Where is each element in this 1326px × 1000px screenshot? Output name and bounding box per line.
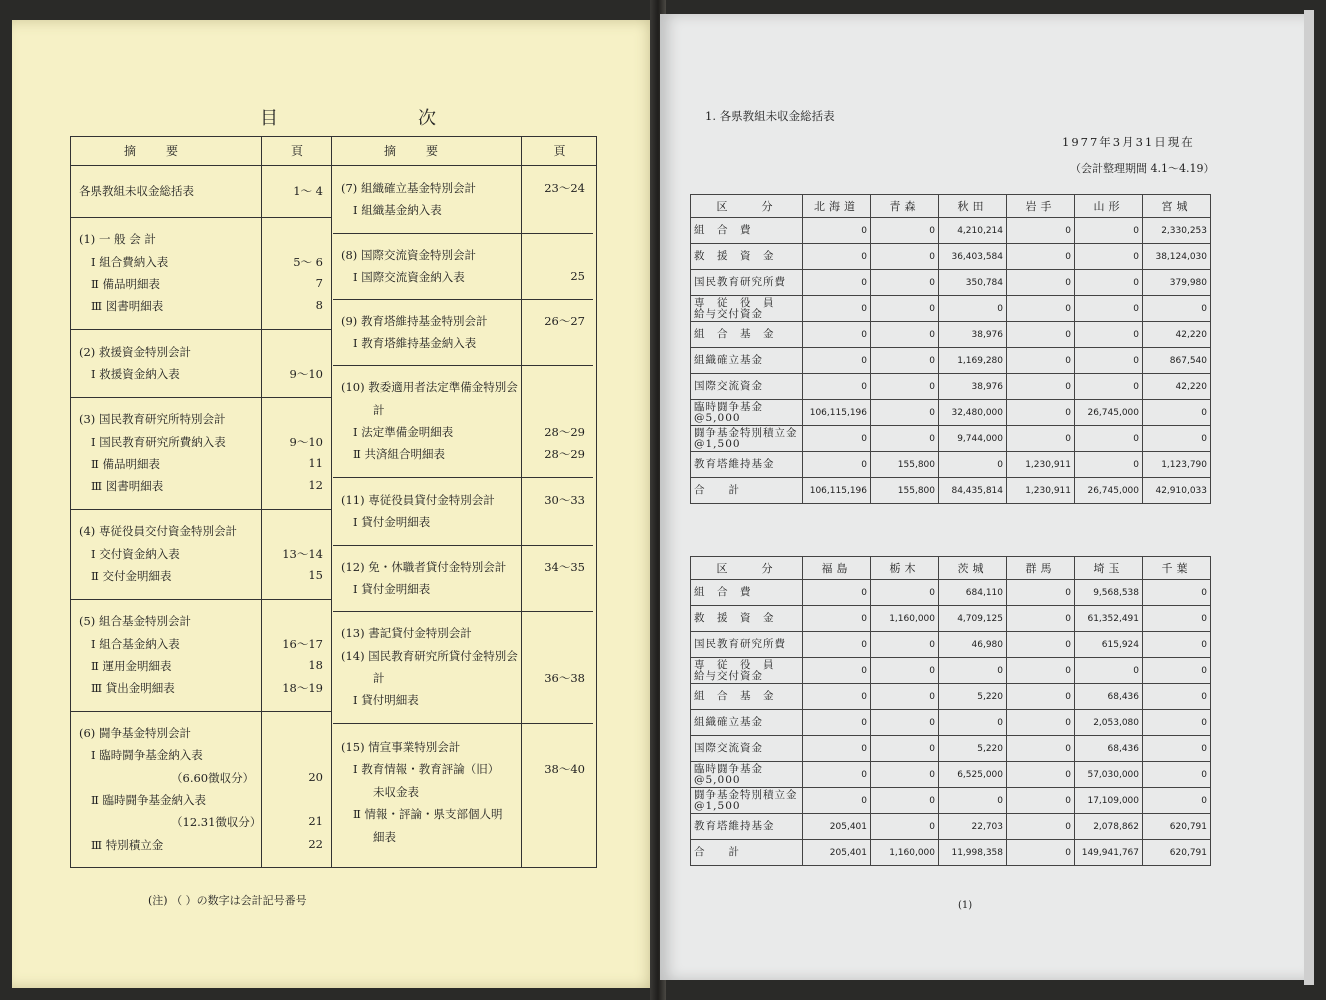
row-label: 臨時闘争基金 @5,000 [691,762,803,788]
amount-cell: 0 [803,218,871,244]
amount-cell: 22,703 [939,814,1007,840]
toc-page-number: 15 [308,568,323,583]
toc-entry: Ⅰ 教育塔維持基金納入表 [353,336,477,350]
table-row [691,296,1211,322]
amount-cell: 350,784 [939,270,1007,296]
prefecture-header: 秋田 [939,195,1007,218]
amount-cell: 36,403,584 [939,244,1007,270]
amount-cell: 0 [1007,374,1075,400]
amount-cell: 0 [803,374,871,400]
toc-page-number: 30～33 [544,492,585,507]
amount-cell: 0 [1075,270,1143,296]
toc-title: 目次 [260,108,576,129]
table-row [691,788,1211,814]
toc-entry: (13) 書記貸付金特別会計 [341,626,472,641]
toc-page-number: 23～24 [544,180,585,195]
toc-page-number: 34～35 [544,559,585,574]
toc-right-header-page: 頁 [521,137,597,165]
toc-entry: (2) 救援資金特別会計 [79,344,191,359]
toc-left-divider [261,165,262,867]
row-label: 組 合 費 [691,580,803,606]
row-label: 組 合 基 金 [691,322,803,348]
amount-cell: 0 [803,788,871,814]
amount-cell: 0 [1007,244,1075,270]
amount-cell: 0 [1143,710,1211,736]
amount-cell: 0 [1075,348,1143,374]
toc-page-number: 26～27 [544,313,585,328]
amount-cell: 0 [803,606,871,632]
toc-entry: Ⅰ 救援資金納入表 [91,367,180,381]
amount-cell: 38,976 [939,374,1007,400]
toc-entry: (14) 国民教育研究所貸付金特別会 [341,648,518,663]
toc-entry: Ⅰ 貸付金明細表 [353,515,431,529]
amount-cell: 155,800 [871,478,939,504]
amount-cell: 379,980 [1143,270,1211,296]
amount-cell: 0 [1143,632,1211,658]
amount-cell: 0 [871,270,939,296]
toc-page-number: 9～10 [289,434,323,449]
toc-page-number: 13～14 [282,546,323,561]
toc-section-divider [333,365,593,366]
amount-cell: 0 [871,400,939,426]
amount-cell: 0 [1007,762,1075,788]
table-row [691,426,1211,452]
amount-cell: 0 [1007,632,1075,658]
amount-cell: 0 [803,296,871,322]
amount-cell: 106,115,196 [803,478,871,504]
amount-cell: 2,078,862 [1075,814,1143,840]
amount-cell: 0 [1007,684,1075,710]
amount-cell: 0 [1007,840,1075,866]
prefecture-header: 栃木 [871,557,939,580]
amount-cell: 5,220 [939,736,1007,762]
toc-left-header-text: 摘要 [123,144,208,158]
amount-cell: 620,791 [1143,814,1211,840]
toc-entry: （6.60徴収分） [171,770,255,785]
amount-cell: 0 [871,348,939,374]
toc-page-number: 18～19 [282,681,323,696]
toc-page-number: 5～ 6 [293,254,323,269]
toc-page-number: 28～29 [544,447,585,462]
row-label: 国民教育研究所費 [691,632,803,658]
toc-entry: Ⅱ 運用金明細表 [91,659,172,673]
prefecture-header: 茨城 [939,557,1007,580]
toc-right-header [331,137,596,166]
amount-cell: 0 [1007,426,1075,452]
toc-section-divider [71,397,331,398]
prefecture-header: 北海道 [803,195,871,218]
toc-entry: (10) 教委適用者法定準備金特別会 [341,380,518,395]
row-label: 闘争基金特別積立金 @1,500 [691,788,803,814]
prefecture-header: 山形 [1075,195,1143,218]
amount-cell: 0 [1007,788,1075,814]
amount-cell: 0 [939,452,1007,478]
toc-section-divider [71,329,331,330]
table-row [691,840,1211,866]
amount-cell: 0 [803,736,871,762]
amount-cell: 17,109,000 [1075,788,1143,814]
toc-entry: (6) 闘争基金特別会計 [79,725,191,740]
amount-cell: 0 [939,788,1007,814]
amount-cell: 205,401 [803,840,871,866]
amount-cell: 615,924 [1075,632,1143,658]
row-label: 救 援 資 金 [691,244,803,270]
amount-cell: 0 [1075,296,1143,322]
amount-cell: 46,980 [939,632,1007,658]
toc-right-header-text: 摘要 [383,144,468,158]
amount-cell: 0 [803,710,871,736]
table-row [691,710,1211,736]
amount-cell: 0 [1143,296,1211,322]
toc-page-number: 20 [308,769,323,784]
amount-cell: 0 [1143,762,1211,788]
row-label: 合 計 [691,478,803,504]
toc-page-number: 28～29 [544,425,585,439]
amount-cell: 0 [1143,736,1211,762]
amount-cell: 0 [1007,218,1075,244]
report-date: 1977年3月31日現在 [1062,135,1195,149]
row-label: 専 従 役 員 給与交付資金 [691,296,803,322]
amount-cell: 867,540 [1143,348,1211,374]
amount-cell: 0 [1143,400,1211,426]
amount-cell: 0 [871,788,939,814]
amount-cell: 0 [1075,658,1143,684]
amount-cell: 684,110 [939,580,1007,606]
toc-table [70,136,597,868]
amount-cell: 6,525,000 [939,762,1007,788]
toc-section-divider [333,233,593,234]
row-label: 国民教育研究所費 [691,270,803,296]
amount-cell: 26,745,000 [1075,478,1143,504]
table-row [691,580,1211,606]
toc-page-number: 9～10 [289,367,323,381]
amount-cell: 0 [803,244,871,270]
toc-page-number: 11 [308,456,323,470]
toc-entry: 計 [373,402,385,417]
amount-cell: 0 [1075,452,1143,478]
amount-cell: 2,053,080 [1075,710,1143,736]
page-number: (1) [958,900,973,911]
table-row [691,606,1211,632]
amount-cell: 0 [939,658,1007,684]
amount-cell: 149,941,767 [1075,840,1143,866]
amount-cell: 0 [871,736,939,762]
toc-page-number: 12 [308,478,323,493]
toc-entry: (4) 専従役員交付資金特別会計 [79,524,237,539]
amount-cell: 0 [1075,426,1143,452]
amount-cell: 0 [1007,270,1075,296]
prefecture-header: 千葉 [1143,557,1211,580]
table-row [691,374,1211,400]
amount-cell: 0 [1075,374,1143,400]
toc-section-divider [333,723,593,724]
amount-cell: 0 [871,218,939,244]
amount-cell: 0 [1007,322,1075,348]
table-row [691,736,1211,762]
toc-entry: Ⅰ 国民教育研究所費納入表 [91,434,226,449]
toc-entry: Ⅰ 交付資金納入表 [91,546,180,561]
toc-entry: Ⅱ 備品明細表 [91,457,160,471]
prefecture-header: 青森 [871,195,939,218]
toc-page-number: 36～38 [544,671,585,685]
toc-entry: Ⅲ 特別積立金 [91,837,164,852]
toc-entry: (8) 国際交流資金特別会計 [341,247,476,262]
toc-entry: Ⅰ 国際交流資金納入表 [353,270,465,284]
row-label: 組織確立基金 [691,348,803,374]
amount-cell: 0 [803,684,871,710]
toc-entry: (1) 一 般 会 計 [79,232,156,247]
toc-entry: (11) 専従役員貸付金特別会計 [341,492,495,507]
row-label: 組 合 費 [691,218,803,244]
toc-entry: Ⅰ 組織基金納入表 [353,203,442,217]
table-row [691,684,1211,710]
toc-entry: Ⅰ 組合費納入表 [91,254,169,269]
table-row [691,348,1211,374]
toc-entry: Ⅲ 図書明細表 [91,479,164,494]
amount-cell: 0 [803,580,871,606]
table-row [691,400,1211,426]
table-row [691,632,1211,658]
row-label: 救 援 資 金 [691,606,803,632]
toc-right-divider [521,165,522,867]
toc-section-divider [333,611,593,612]
amount-cell: 0 [803,658,871,684]
row-label: 国際交流資金 [691,374,803,400]
row-label: 教育塔維持基金 [691,814,803,840]
amount-cell: 0 [871,426,939,452]
amount-cell: 57,030,000 [1075,762,1143,788]
toc-page-number: 1～ 4 [293,183,323,198]
amount-cell: 32,480,000 [939,400,1007,426]
table-row [691,658,1211,684]
toc-section-divider [333,299,593,300]
toc-entry: (3) 国民教育研究所特別会計 [79,412,226,427]
table-row [691,322,1211,348]
amount-cell: 0 [1007,606,1075,632]
amount-cell: 42,220 [1143,374,1211,400]
amount-cell: 0 [939,710,1007,736]
toc-entry: Ⅰ 臨時闘争基金納入表 [91,748,203,763]
toc-entry: Ⅲ 貸出金明細表 [91,681,175,696]
toc-section-divider [71,711,331,712]
page-edge [1304,10,1314,985]
report-period: （会計整理期間 4.1～4.19） [1070,162,1215,175]
toc-entry: Ⅲ 図書明細表 [91,299,164,314]
prefecture-header: 福島 [803,557,871,580]
amount-cell: 0 [871,374,939,400]
row-label: 専 従 役 員 給与交付資金 [691,658,803,684]
amount-cell: 26,745,000 [1075,400,1143,426]
prefecture-header: 宮城 [1143,195,1211,218]
amount-cell: 0 [871,244,939,270]
amount-cell: 0 [803,348,871,374]
toc-section-divider [71,509,331,510]
toc-entry: Ⅰ 法定準備金明細表 [353,425,454,439]
amount-cell: 0 [871,580,939,606]
amount-cell: 1,230,911 [1007,452,1075,478]
toc-entry: 細表 [373,829,396,844]
toc-note: (注) （ ）の数字は会計記号番号 [148,894,307,907]
row-label: 組織確立基金 [691,710,803,736]
amount-cell: 0 [1075,244,1143,270]
toc-page-number: 18 [308,658,323,672]
amount-cell: 0 [1075,322,1143,348]
amount-cell: 0 [803,452,871,478]
amount-cell: 0 [1143,426,1211,452]
amount-cell: 5,220 [939,684,1007,710]
toc-entry: Ⅱ 臨時闘争基金納入表 [91,793,206,807]
row-label: 闘争基金特別積立金 @1,500 [691,426,803,452]
amount-cell: 4,709,125 [939,606,1007,632]
amount-cell: 0 [1007,400,1075,426]
toc-page-number: 8 [315,298,323,313]
amount-cell: 0 [871,658,939,684]
toc-section-divider [333,545,593,546]
amount-cell: 0 [1075,218,1143,244]
row-label: 国際交流資金 [691,736,803,762]
amount-cell: 0 [871,710,939,736]
report-heading: 1. 各県教組未収金総括表 [705,109,835,123]
table-row [691,478,1211,504]
amount-cell: 9,568,538 [1075,580,1143,606]
toc-left-header-page: 頁 [261,137,332,165]
amount-cell: 620,791 [1143,840,1211,866]
amount-cell: 9,744,000 [939,426,1007,452]
prefecture-header: 群馬 [1007,557,1075,580]
toc-entry: Ⅱ 備品明細表 [91,277,160,291]
row-label: 組 合 基 金 [691,684,803,710]
toc-page-number: 22 [308,836,323,851]
amount-cell: 11,998,358 [939,840,1007,866]
amount-cell: 0 [803,762,871,788]
amount-cell: 1,123,790 [1143,452,1211,478]
toc-entry: Ⅰ 貸付明細表 [353,693,419,708]
corner-header: 区 分 [691,195,803,218]
amount-cell: 42,910,033 [1143,478,1211,504]
amount-cell: 0 [1007,580,1075,606]
toc-page-number: 25 [570,269,585,283]
row-label: 臨時闘争基金 @5,000 [691,400,803,426]
amount-cell: 0 [803,322,871,348]
amount-cell: 38,976 [939,322,1007,348]
toc-entry: (12) 免・休職者貸付金特別会計 [341,559,507,574]
amount-cell: 68,436 [1075,736,1143,762]
toc-entry: Ⅱ 情報・評論・県支部個人明 [353,807,503,822]
amount-cell: 0 [1007,296,1075,322]
toc-entry: 計 [373,671,385,685]
amount-cell: 4,210,214 [939,218,1007,244]
row-label: 合 計 [691,840,803,866]
amount-cell: 0 [1007,348,1075,374]
amount-cell: 0 [1143,788,1211,814]
amount-cell: 1,230,911 [1007,478,1075,504]
toc-entry: Ⅰ 組合基金納入表 [91,636,180,651]
amount-cell: 61,352,491 [1075,606,1143,632]
toc-entry: 各県教組未収金総括表 [79,183,194,198]
toc-entry: (9) 教育塔維持基金特別会計 [341,313,488,328]
toc-left-header [71,137,331,166]
amount-cell: 0 [871,322,939,348]
amount-cell: 0 [871,632,939,658]
amount-cell: 0 [939,296,1007,322]
amount-cell: 0 [803,426,871,452]
prefecture-header: 岩手 [1007,195,1075,218]
toc-page-number: 7 [315,276,323,290]
toc-entry: (5) 組合基金特別会計 [79,614,191,629]
toc-entry: （12.31徴収分） [171,815,262,830]
amount-cell: 38,124,030 [1143,244,1211,270]
amount-cell: 0 [803,632,871,658]
table-row [691,762,1211,788]
table-row [691,218,1211,244]
toc-page-number: 21 [308,814,323,829]
toc-section-divider [71,599,331,600]
amount-cell: 0 [1143,684,1211,710]
amount-cell: 1,160,000 [871,840,939,866]
toc-entry: Ⅰ 貸付金明細表 [353,582,431,596]
summary-table-2 [690,556,1211,866]
amount-cell: 205,401 [803,814,871,840]
toc-page-number: 16～17 [282,636,323,651]
amount-cell: 0 [871,296,939,322]
toc-page-number: 38～40 [544,762,585,777]
table-row [691,244,1211,270]
amount-cell: 0 [1007,658,1075,684]
toc-entry: Ⅰ 教育情報・教育評論（旧） [353,762,500,777]
amount-cell: 0 [1007,814,1075,840]
amount-cell: 0 [871,814,939,840]
amount-cell: 1,160,000 [871,606,939,632]
toc-entry: (15) 情宣事業特別会計 [341,740,461,754]
amount-cell: 42,220 [1143,322,1211,348]
table-row [691,270,1211,296]
toc-entry: (7) 組織確立基金特別会計 [341,180,476,195]
row-label: 教育塔維持基金 [691,452,803,478]
amount-cell: 2,330,253 [1143,218,1211,244]
amount-cell: 0 [871,762,939,788]
amount-cell: 0 [1143,606,1211,632]
toc-entry: Ⅱ 交付金明細表 [91,569,172,584]
amount-cell: 0 [1143,658,1211,684]
prefecture-header: 埼玉 [1075,557,1143,580]
amount-cell: 68,436 [1075,684,1143,710]
summary-table-1 [690,194,1211,504]
amount-cell: 0 [871,684,939,710]
corner-header: 区 分 [691,557,803,580]
amount-cell: 155,800 [871,452,939,478]
amount-cell: 0 [1143,580,1211,606]
amount-cell: 0 [1007,710,1075,736]
table-row [691,452,1211,478]
amount-cell: 0 [1007,736,1075,762]
toc-section-divider [333,477,593,478]
table-row [691,814,1211,840]
amount-cell: 106,115,196 [803,400,871,426]
toc-section-divider [71,217,331,218]
toc-entry: 未収金表 [373,784,419,799]
amount-cell: 84,435,814 [939,478,1007,504]
amount-cell: 0 [803,270,871,296]
amount-cell: 1,169,280 [939,348,1007,374]
toc-entry: Ⅱ 共済組合明細表 [353,447,445,462]
